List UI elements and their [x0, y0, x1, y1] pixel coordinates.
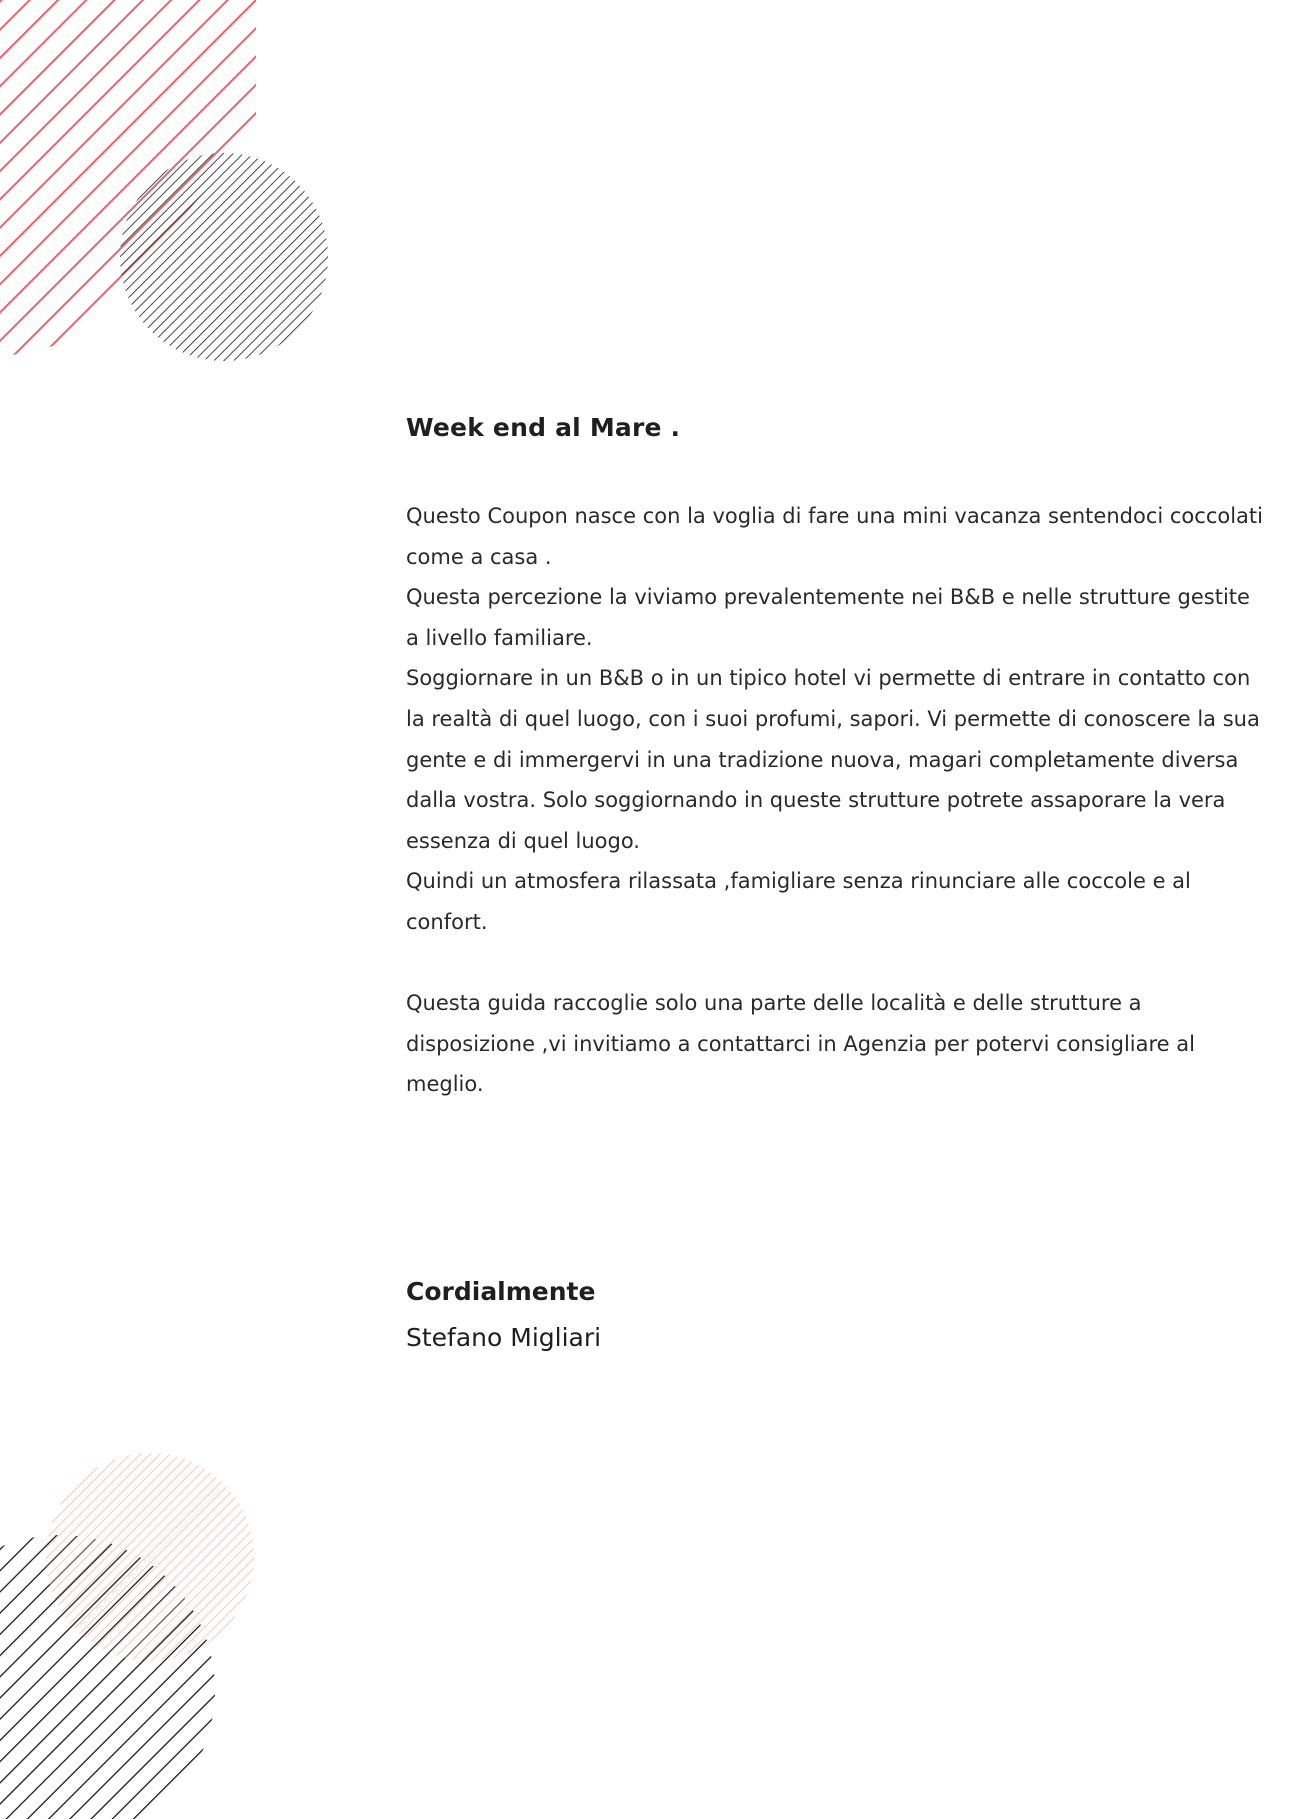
pink-striped-circle: [46, 1453, 254, 1661]
paragraph-3: Soggiornare in un B&B o in un tipico hotel vi permette di entrare in contatto con la realtà di quel luogo, con i suoi profumi, sapori. Vi permette di conoscere la sua gente e di immergervi in una tradizione nuova, magari completamente diversa dalla vostra. Solo soggiornando in queste strutture potrete assaporare la vera essenza di quel luogo.: [406, 666, 1260, 853]
page-title: Week end al Mare .: [406, 413, 681, 442]
dark-striped-large-circle: [0, 1535, 230, 1819]
greeting: Cordialmente: [406, 1277, 596, 1306]
paragraph-1: Questo Coupon nasce con la voglia di fare una mini vacanza sentendoci coccolati come a casa .: [406, 504, 1263, 569]
paragraph-4: Quindi un atmosfera rilassata ,famigliare senza rinunciare alle coccole e al confort.: [406, 869, 1191, 934]
closing-paragraph: Questa guida raccoglie solo una parte delle località e delle strutture a disposizione ,vi invitiamo a contattarci in Agenzia per potervi consigliare al meglio.: [406, 991, 1195, 1097]
dark-striped-circle: [120, 153, 328, 361]
letter-content: [406, 408, 1266, 1105]
paragraph-2: Questa percezione la viviamo prevalentemente nei B&B e nelle strutture gestite a livello familiare.: [406, 585, 1250, 650]
signature-name: Stefano Migliari: [406, 1323, 602, 1352]
red-striped-shape: [0, 0, 256, 358]
signature-block: [406, 1270, 601, 1362]
letter-body: [406, 496, 1266, 1105]
